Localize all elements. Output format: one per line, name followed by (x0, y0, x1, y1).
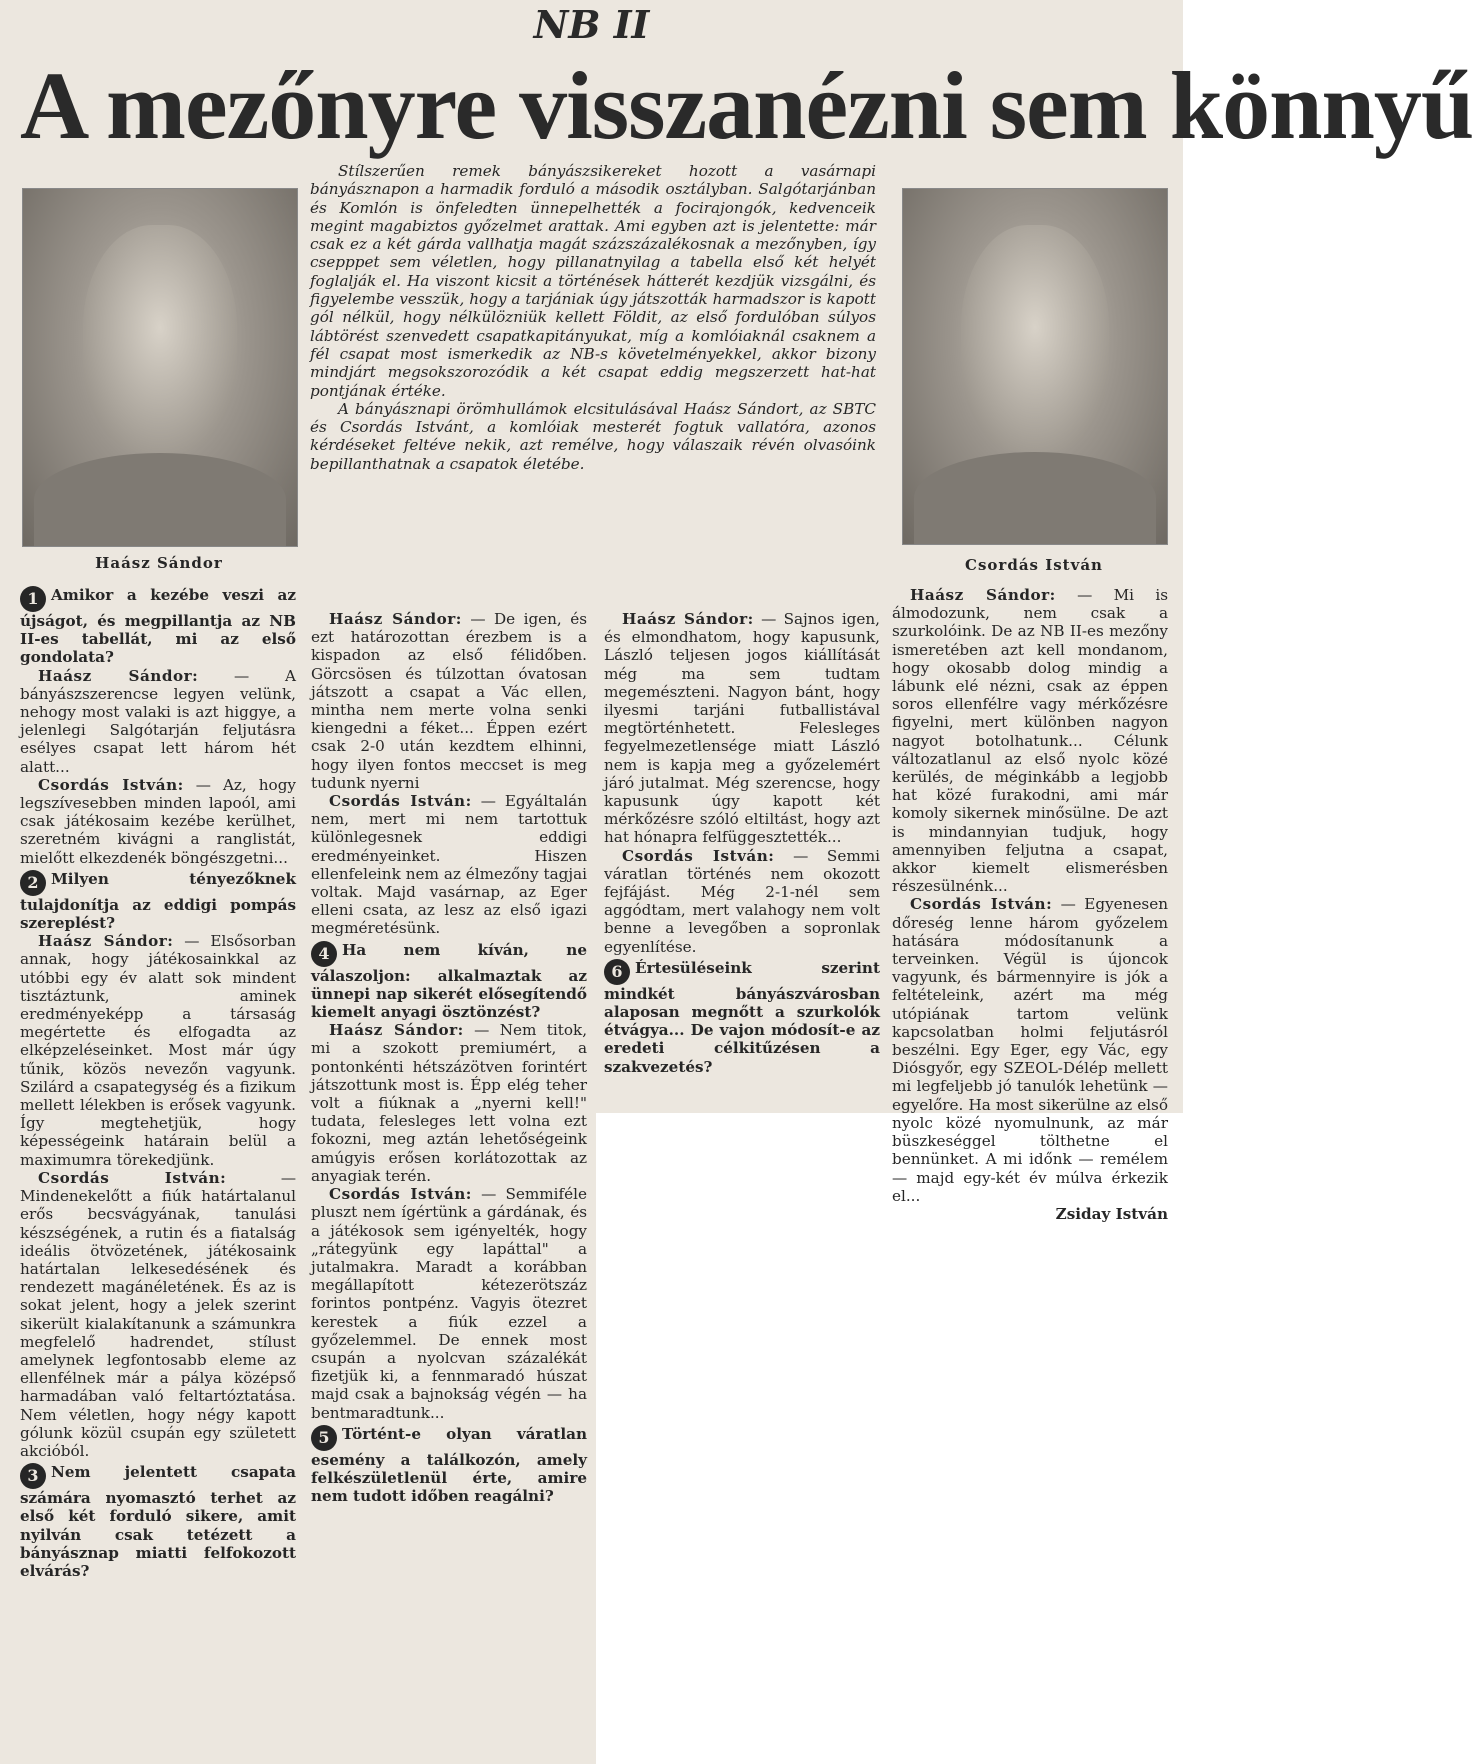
question-number-badge: 6 (604, 959, 630, 985)
question-2-text: Milyen tényezőknek tulajdonítja az eddigi pompás szereplést? (20, 869, 296, 933)
speaker-label: Haász Sándor: (910, 586, 1056, 604)
answer-4-csordas (311, 1185, 587, 1422)
answer-6-csordas (892, 895, 1168, 1204)
speaker-label: Haász Sándor: (38, 932, 174, 951)
question-6 (604, 959, 880, 1076)
answer-text: — Egyenesen dőreség lenne három győzelem hatására módosítanunk a terveinken. Végül is újoncok vagyunk, és bármennyire is jók a feltételeink, azért ma még utópiának tartom velünk kapcsolatban holmi feljutásról beszélni. Egy Eger, egy Vác, egy Diósgyőr, egy SZEOL-Délép mellett mi legfeljebb jó tanulók lehetünk — egyelőre. Ha most sikerülne az első nyolc közé nyomulnunk, az már büszkeséggel tölthetne el bennünket. A mi időnk — remélem — majd egy-két év múlva érkezik el... (892, 895, 1168, 1205)
column-2 (311, 610, 587, 1505)
answer-5-csordas (604, 847, 880, 956)
caption-csordas-istvan: Csordás István (965, 556, 1103, 574)
question-number-badge: 2 (20, 870, 46, 896)
question-6-text: Értesüléseink szerint mindkét bányászvárosban alaposan megnőtt a szurkolók étvágya... De vajon módosít-e az eredeti célkitűzésen a szakvezetés? (604, 958, 880, 1076)
speaker-label: Csordás István: (38, 1168, 227, 1187)
question-number-badge: 5 (311, 1425, 337, 1451)
lead-paragraph (310, 162, 876, 473)
portrait-face (961, 225, 1109, 452)
answer-text: — Egyáltalán nem, mert mi nem tartottuk különlegesnek eddigi eredményeinket. Hiszen ellenfeleink nem az élmezőny tagjai voltak. Majd vasárnap, az Eger elleni csata, az lesz az első igazi megméretésünk. (311, 792, 588, 938)
speaker-label: Haász Sándor: (329, 1021, 464, 1040)
question-2 (20, 870, 296, 932)
section-rubric: NB II (533, 2, 650, 47)
portrait-shoulders (34, 453, 286, 546)
column-1 (20, 586, 296, 1580)
answer-text: — De igen, és ezt határozottan érezbem is a kispadon az első félidőben. Görcsösen és túlzottan óvatosan játszott a csapat a Vác ellen, mintha nem merte volna senki kiengedni a féket... Éppen ezért csak 2-0 után kezdtem elhinni, hogy ilyen fontos meccset is meg tudunk nyerni (311, 610, 588, 792)
answer-4-haasz (311, 1021, 587, 1185)
answer-5-haasz (604, 610, 880, 847)
portrait-shoulders (914, 452, 1157, 544)
answer-text: — Elsősorban annak, hogy játékosainkkal az utóbbi egy év alatt sok mindent tisztáztunk, aminek eredményeképp a társaság megértette és elfogadta az elképzeléseinket. Most már úgy tűnik, közös nevezőn vagyunk. Szilárd a csapategység és a fizikum mellett lélekben is erősek vagyunk. Így megtehetjük, hogy képességeink határain belül a maximumra törekedjünk. (20, 932, 297, 1169)
speaker-label: Haász Sándor: (38, 666, 199, 685)
answer-text: — A bányászszerencse legyen velünk, nehogy most valaki is azt higgye, a jelenlegi Salgótarján feljutásra esélyes csapat lett három hét alatt... (20, 666, 297, 776)
column-3 (604, 610, 880, 1076)
answer-3-haasz (311, 610, 587, 792)
answer-text: — Mindenekelőtt a fiúk határtalanul erős becsvágyának, tanulási készségének, a rutin és a fiatalság ideális ötvözetének, játékosaink határtalan lelkesedésének és rendezett magánéletének. És az is sokat jelent, hogy a jelek szerint sikerült kialakítanunk a számunkra megfelelő hadrendet, stílust amelynek legfontosabb eleme az ellenfélnek már a pálya középső harmadában való feltartóztatása. Nem véletlen, hogy négy kapott gólunk közül csupán egy született akcióból. (20, 1168, 296, 1460)
answer-3-csordas (311, 792, 587, 938)
photo-haasz-sandor (22, 188, 298, 547)
column-4 (892, 586, 1168, 1223)
question-5-text: Történt-e olyan váratlan esemény a találkozón, amely felkészületlenül érte, amire nem tudott időben reagálni? (311, 1424, 587, 1506)
speaker-label: Csordás István: (622, 846, 775, 865)
question-1 (20, 586, 296, 667)
answer-2-csordas (20, 1169, 296, 1460)
answer-2-haasz (20, 932, 296, 1169)
question-3 (20, 1463, 296, 1580)
answer-6-haasz (892, 586, 1168, 895)
answer-text: — Mi is álmodozunk, nem csak a szurkolóink. De az NB II-es mezőny ismeretében azt kell mondanom, hogy okosabb dolog mindig a lábunk elé nézni, csak az éppen soros ellenfélre vagy mérkőzésre figyelni, mert különben nagyon nagyot botolhatunk... Célunk változatlanul az első nyolc közé kerülés, de méginkább a legjobb hat közé furakodni, ami már komoly sikernek minősülne. De azt is mindannyian tudjuk, hogy amennyiben feljutna a csapat, akkor kiemelt elismerésben részesülnénk... (892, 586, 1168, 896)
speaker-label: Haász Sándor: (622, 610, 754, 628)
caption-haasz-sandor: Haász Sándor (95, 554, 223, 572)
lead-text-1: Stílszerűen remek bányászsikereket hozott a vasárnapi bányásznapon a harmadik forduló a második osztályban. Salgótarjánban és Komlón is önfeledten ünnepelhették a focirajongók, kedvenceik megint magabiztos győzelmet arattak. Ami egyben azt is jelentette: már csak ez a két gárda vallhatja magát százszázalékosnak a mezőnyben, így csepppet sem véletlen, hogy pillanatnyilag a tabella első két helyét foglalják el. Ha viszont kicsit a történések hátterét kezdjük vizsgálni, és figyelembe vesszük, hogy a tarjániak úgy játszották harmadszor is kapott gól nélkül, hogy nélkülözniük kellett Földit, az első fordulóban súlyos lábtörést szenvedett csapatkapitányukat, míg a komlóiaknál csaknem a fél csapat most ismerkedik az NB-s követelményekkel, akkor bizony mindjárt megsokszorozódik a két csapat eddig megszerzett hat-hat pontjának értéke. (310, 162, 876, 400)
speaker-label: Csordás István: (910, 895, 1053, 914)
answer-text: — Az, hogy legszívesebben minden lapoól, ami csak játékosaim kezébe kerülhet, szeretném kivágni a ranglistát, mielőtt elkezdenék böngészgetni... (20, 775, 297, 867)
question-4 (311, 941, 587, 1022)
question-number-badge: 1 (20, 586, 46, 612)
answer-1-haasz (20, 667, 296, 776)
question-3-text: Nem jelentett csapata számára nyomasztó terhet az első két forduló sikere, amit nyilván csak tetézett a bányásznap miatti felfokozott elvárás? (20, 1463, 296, 1580)
speaker-label: Csordás István: (38, 775, 184, 794)
question-number-badge: 3 (20, 1463, 46, 1489)
speaker-label: Haász Sándor: (329, 610, 462, 628)
answer-text: — Semmi váratlan történés nem okozott fejfájást. Még 2-1-nél sem aggódtam, mert valahogy nem volt benne a levegőben a sopronlak egyenlítése. (604, 846, 880, 956)
portrait-face (83, 225, 236, 453)
byline: Zsiday István (1055, 1204, 1168, 1223)
speaker-label: Csordás István: (329, 792, 472, 811)
question-5 (311, 1425, 587, 1506)
lead-text-2: A bányásznapi örömhullámok elcsitulásával Haász Sándort, az SBTC és Csordás Istvánt, a komlóiak mesterét fogtuk vallatóra, azonos kérdéseket feltéve nekik, azt remélve, hogy válaszaik révén olvasóink bepillanthatnak a csapatok életébe. (310, 399, 876, 473)
headline: A mezőnyre visszanézni sem könnyű (20, 52, 1473, 159)
question-4-text: Ha nem kíván, ne válaszoljon: alkalmaztak az ünnepi nap sikerét elősegítendő kiemelt anyagi ösztönzést? (311, 940, 587, 1022)
speaker-label: Csordás István: (329, 1185, 472, 1204)
photo-csordas-istvan (902, 188, 1168, 545)
answer-text: — Semmiféle pluszt nem ígértünk a gárdának, és a játékosok sem igényelték, hogy „rátegyünk egy lapáttal" a jutalmakra. Maradt a korábban megállapított kétezerötszáz forintos pontpénz. Vagyis ötezret kerestek a fiúk ezzel a győzelemmel. De ennek most csupán a nyolcvan százalékát fizetjük ki, a fennmaradó húszat majd csak a bajnokság végén — ha bentmaradtunk... (311, 1185, 587, 1422)
answer-1-csordas (20, 776, 296, 867)
question-number-badge: 4 (311, 941, 337, 967)
answer-text: — Nem titok, mi a szokott premiumért, a pontonkénti hétszázötven forintért játszottunk most is. Épp elég teher volt a fiúknak a „nyerni kell!" tudata, felesleges lett volna ezt fokozni, meg aztán lehetőségeink amúgyis erősen korlátozottak az anyagiak terén. (311, 1021, 588, 1185)
question-1-text: Amikor a kezébe veszi az újságot, és megpillantja az NB II-es tabellát, mi az első gondolata? (20, 586, 296, 667)
answer-text: — Sajnos igen, és elmondhatom, hogy kapusunk, László teljesen jogos kiállítását még ma sem tudtam megemészteni. Nagyon bánt, hogy ilyesmi tarjáni futballistával megtörténhetett. Felesleges fegyelmezetlensége miatt László nem is kapja meg a győzelemért járó jutalmat. Még szerencse, hogy kapusunk úgy kapott két mérkőzésre szóló eltiltást, hogy azt hat hónapra felfüggesztették... (604, 610, 880, 847)
